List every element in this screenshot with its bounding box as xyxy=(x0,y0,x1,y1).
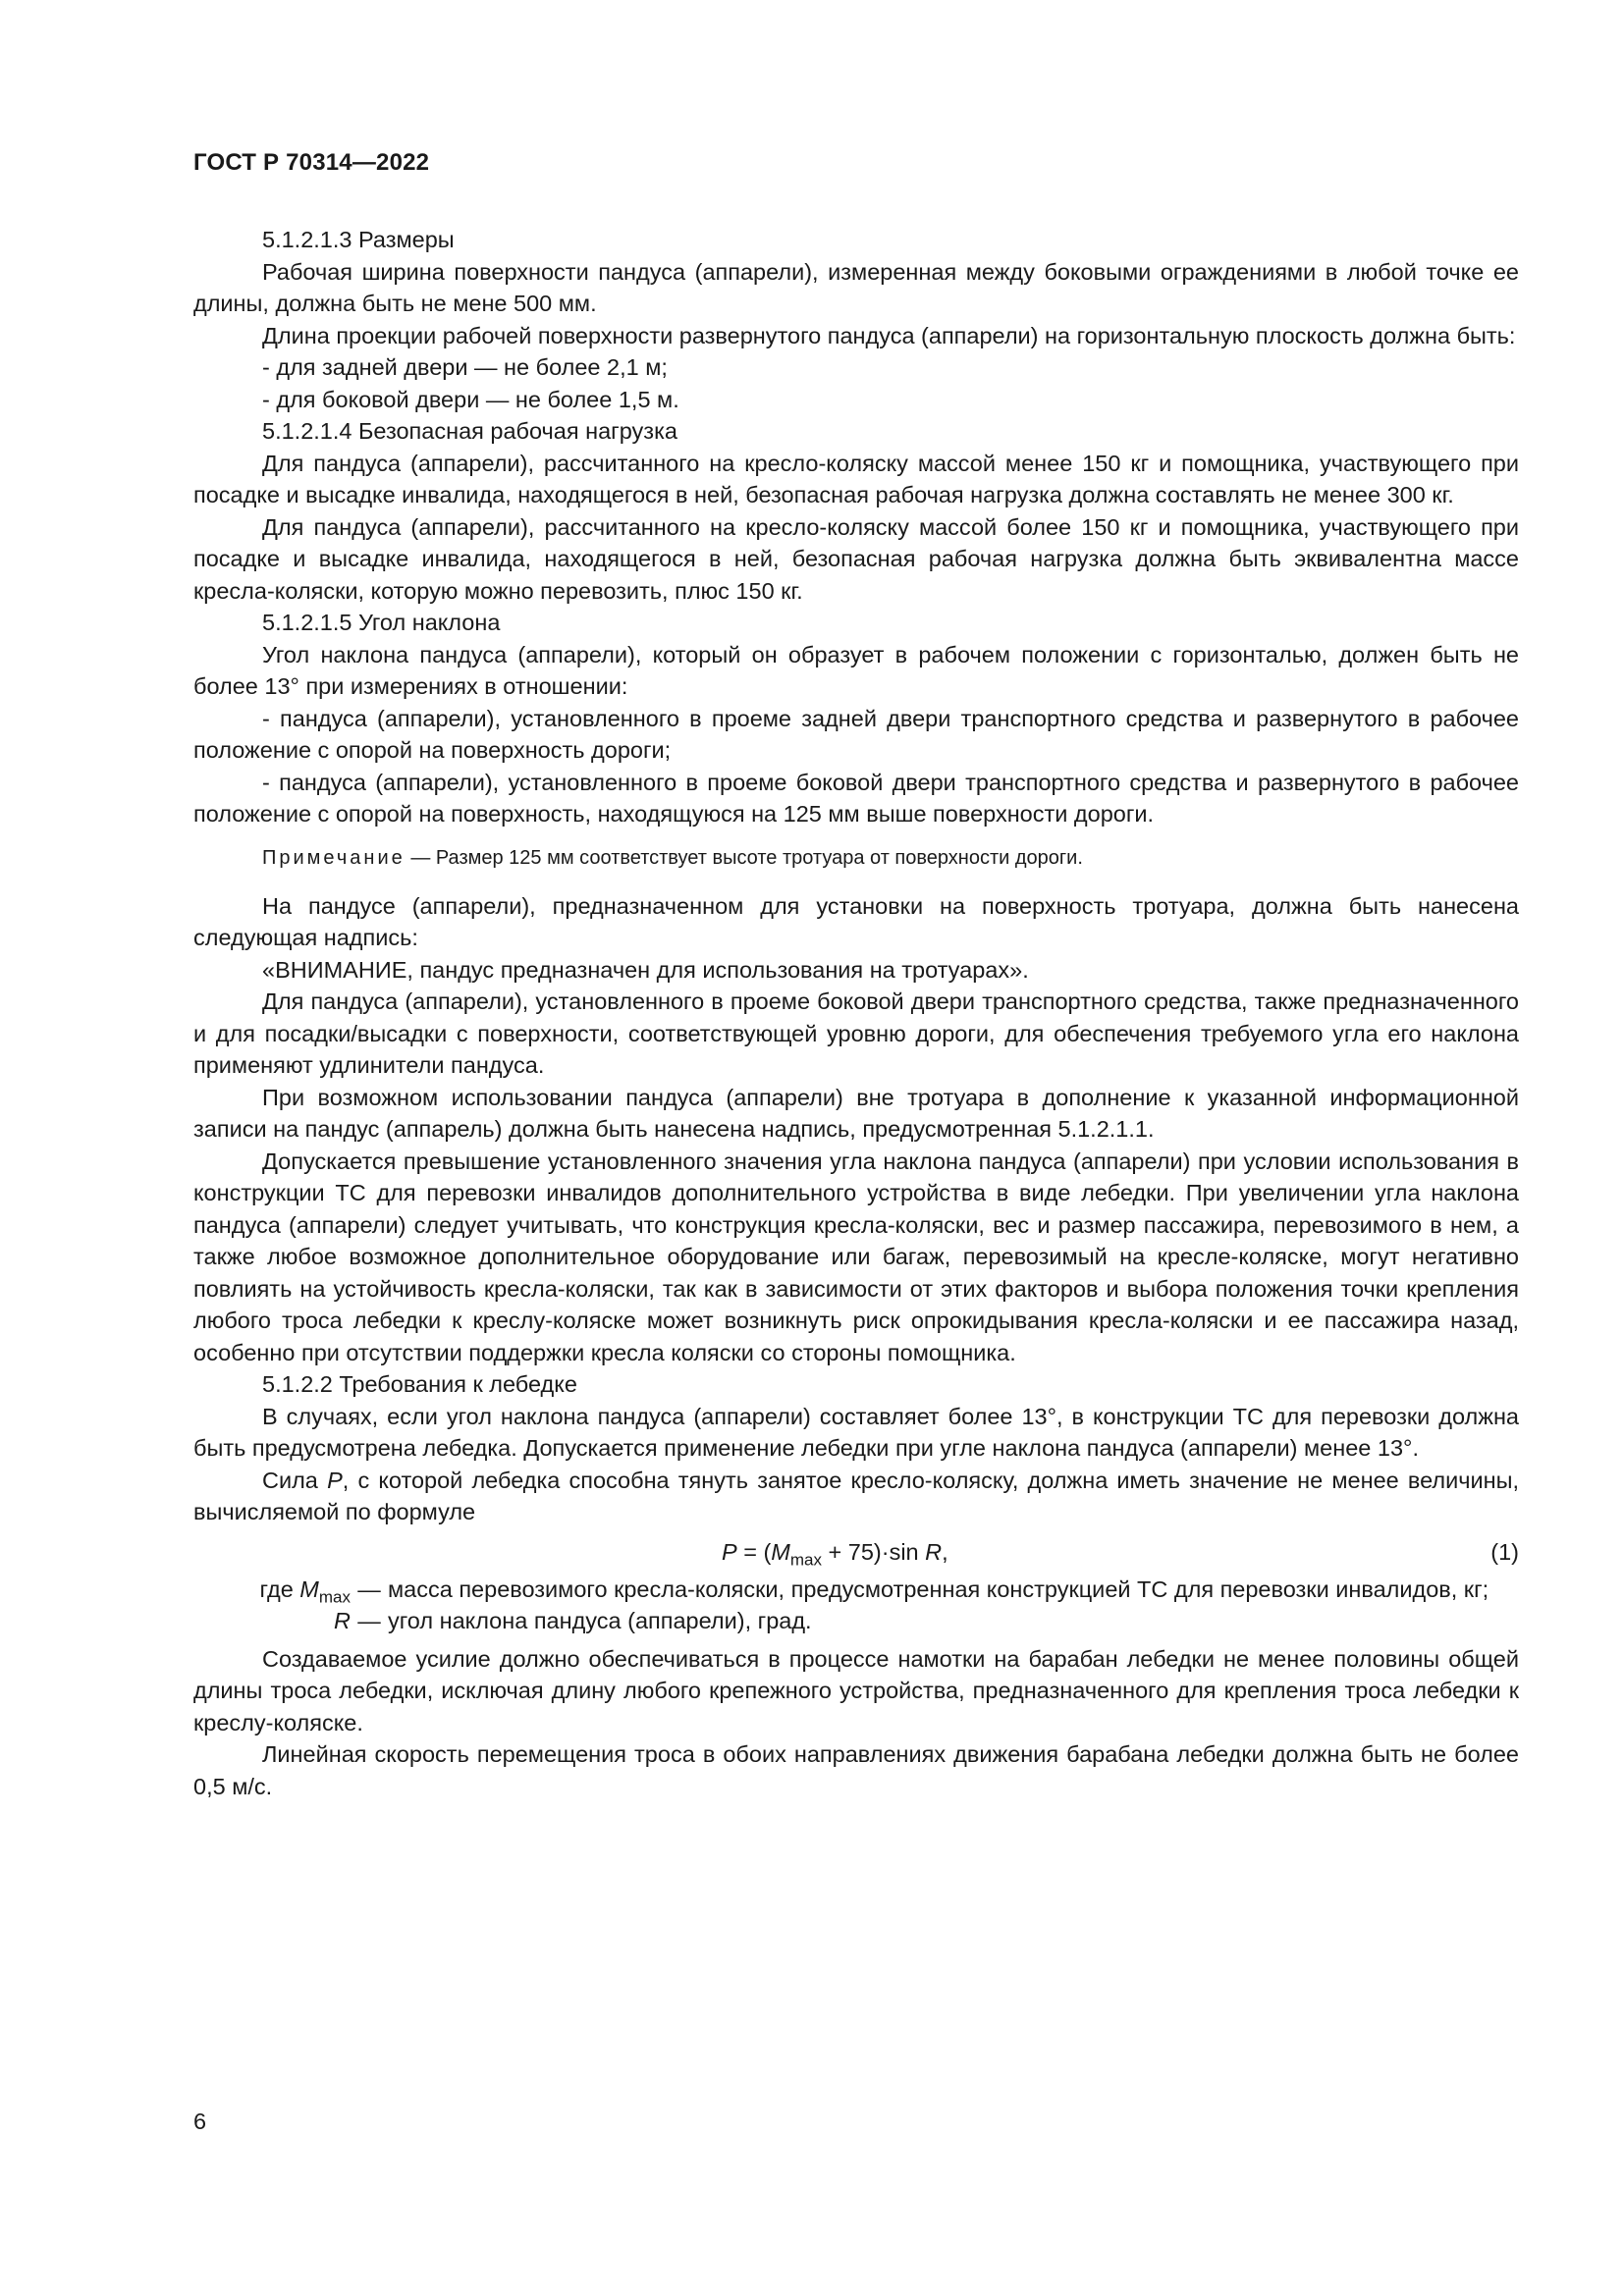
formula-angle-var: R xyxy=(925,1538,943,1565)
where-item-mass xyxy=(193,1574,1519,1606)
document-header: ГОСТ Р 70314—2022 xyxy=(193,149,430,176)
where-term-mass xyxy=(193,1574,351,1606)
where-dash: — xyxy=(357,1575,381,1602)
document-body xyxy=(193,224,1519,1802)
list-item: - для задней двери — не более 2,1 м; xyxy=(262,354,668,380)
where-def-mass: масса перевозимого кресла-коляски, предусмотренная конструкцией ТС для перевозки инвалидов, кг; xyxy=(388,1575,1489,1602)
paragraph: Длина проекции рабочей поверхности развернутого пандуса (аппарели) на горизонтальную плоскость должна быть: xyxy=(262,322,1516,348)
where-dash: — xyxy=(357,1608,381,1633)
where-item-angle xyxy=(193,1605,1519,1637)
where-def-angle: угол наклона пандуса (аппарели), град. xyxy=(388,1608,812,1633)
equation-number: (1) xyxy=(1490,1538,1519,1565)
list-item: - для боковой двери — не более 1,5 м. xyxy=(262,386,679,412)
paragraph: Для пандуса (аппарели), рассчитанного на кресло-коляску массой более 150 кг и помощника, участвующего при посадке и высадке инвалида, находящегося в ней, безопасная рабочая нагрузка должна быть эквивалентна массе кресла-коляски, которую можно перевозить, плюс 150 кг. xyxy=(193,513,1519,604)
section-heading-5-1-2-1-3: 5.1.2.1.3 Размеры xyxy=(262,227,455,252)
section-heading-5-1-2-1-4: 5.1.2.1.4 Безопасная рабочая нагрузка xyxy=(262,418,677,444)
note xyxy=(193,843,1519,873)
formula-row xyxy=(193,1532,1519,1574)
formula-end: , xyxy=(942,1538,948,1565)
page-number: 6 xyxy=(193,2109,207,2134)
where-term-angle xyxy=(193,1605,351,1637)
formula-mid: + 75)·sin xyxy=(822,1538,926,1565)
paragraph: Угол наклона пандуса (аппарели), который он образует в рабочем положении с горизонталью, должен быть не более 13° при измерениях в отношении: xyxy=(193,641,1519,699)
paragraph: Линейная скорость перемещения троса в обоих направлениях движения барабана лебедки должна быть не более 0,5 м/с. xyxy=(193,1741,1519,1799)
where-mass-sub: max xyxy=(318,1587,351,1607)
list-item: - пандуса (аппарели), установленного в проеме задней двери транспортного средства и развернутого в рабочее положение с опорой на поверхность дороги; xyxy=(193,705,1519,763)
where-prefix: где xyxy=(259,1575,300,1602)
list-item: - пандуса (аппарели), установленного в проеме боковой двери транспортного средства и развернутого в рабочее положение с опорой на поверхность, находящуюся на 125 мм выше поверхности дороги. xyxy=(193,769,1519,827)
paragraph: На пандусе (аппарели), предназначенном для установки на поверхность тротуара, должна быть нанесена следующая надпись: xyxy=(193,892,1519,950)
paragraph: Для пандуса (аппарели), установленного в проеме боковой двери транспортного средства, также предназначенного и для посадки/высадки с поверхности, соответствующей уровню дороги, для обеспечения требуемого угла его наклона применяют удлинители пандуса. xyxy=(193,988,1519,1078)
paragraph: При возможном использовании пандуса (аппарели) вне тротуара в дополнение к указанной информационной записи на пандус (аппарель) должна быть нанесена надпись, предусмотренная 5.1.2.1.1. xyxy=(193,1084,1519,1142)
force-paragraph xyxy=(193,1465,1519,1528)
paragraph: Рабочая ширина поверхности пандуса (аппарели), измеренная между боковыми ограждениями в любой точке ее длины, должна быть не мене 500 мм. xyxy=(193,258,1519,316)
paragraph: В случаях, если угол наклона пандуса (аппарели) составляет более 13°, в конструкции ТС для перевозки должна быть предусмотрена лебедка. Допускается применение лебедки при угле наклона пандуса (аппарели) менее 13°. xyxy=(193,1403,1519,1461)
paragraph: Допускается превышение установленного значения угла наклона пандуса (аппарели) при условии использования в конструкции ТС для перевозки инвалидов дополнительного устройства в виде лебедки. При увеличении угла наклона пандуса (аппарели) следует учитывать, что конструкция кресла-коляски, вес и размер пассажира, перевозимого в нем, а также любое возможное дополнительное оборудование или багаж, перевозимый на кресле-коляске, могут негативно повлиять на устойчивость кресла-коляски, так как в зависимости от этих факторов и выбора положения точки крепления любого троса лебедки к креслу-коляске может возникнуть риск опрокидывания кресла-коляски и ее пассажира назад, особенно при отсутствии поддержки кресла коляски со стороны помощника. xyxy=(193,1148,1519,1365)
paragraph: Создаваемое усилие должно обеспечиваться в процессе намотки на барабан лебедки не менее половины общей длины троса лебедки, исключая длину любого крепежного устройства, предназначенного для крепления троса лебедки к креслу-коляске. xyxy=(193,1645,1519,1735)
formula-mass-var: M xyxy=(771,1538,790,1565)
where-mass-var: M xyxy=(299,1575,319,1602)
force-text-pre: Сила xyxy=(262,1467,328,1493)
force-variable: P xyxy=(327,1467,343,1493)
section-heading-5-1-2-2: 5.1.2.2 Требования к лебедке xyxy=(262,1371,577,1397)
formula-lhs: P xyxy=(722,1538,737,1565)
formula-mass-sub: max xyxy=(789,1550,822,1570)
paragraph: Для пандуса (аппарели), рассчитанного на кресло-коляску массой менее 150 кг и помощника, участвующего при посадке и высадке инвалида, находящегося в ней, безопасная рабочая нагрузка должна составлять не менее 300 кг. xyxy=(193,450,1519,507)
where-angle-var: R xyxy=(334,1608,351,1633)
formula-eq-open: = ( xyxy=(736,1538,772,1565)
section-heading-5-1-2-1-5: 5.1.2.1.5 Угол наклона xyxy=(262,610,501,635)
formula xyxy=(722,1536,948,1569)
warning-inscription: «ВНИМАНИЕ, пандус предназначен для использования на тротуарах». xyxy=(262,956,1029,983)
note-label: Примечание xyxy=(262,846,406,869)
force-text-post: , с которой лебедка способна тянуть занятое кресло-коляску, должна иметь значение не менее величины, вычисляемой по формуле xyxy=(193,1467,1519,1524)
document-page xyxy=(193,0,1519,2296)
note-text: — Размер 125 мм соответствует высоте тротуара от поверхности дороги. xyxy=(405,846,1083,869)
